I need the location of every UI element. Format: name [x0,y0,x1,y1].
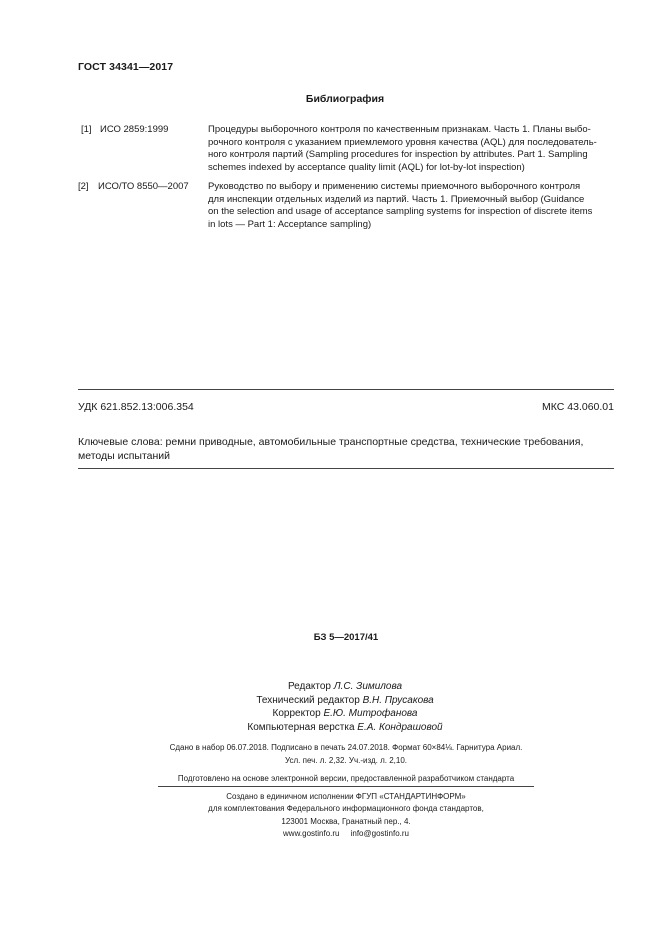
bib-entry-2-code: ИСО/ТО 8550—2007 [98,181,189,192]
bib-entry-2-number: [2] [78,181,89,192]
udk-code: УДК 621.852.13:006.354 [78,401,194,413]
bib-entry-2-line: Руководство по выбору и применению системы приемочного выборочного контроля [208,181,581,192]
keywords-line: Ключевые слова: ремни приводные, автомобильные транспортные средства, технические требования, [78,436,584,448]
staff-list [190,680,500,734]
imprint-address: 123001 Москва, Гранатный пер., 4. [281,817,411,826]
divider-bottom [78,468,614,469]
keywords-line: методы испытаний [78,449,171,462]
bib-entry-2-line: on the selection and usage of acceptance sampling systems for inspection of discrete items [208,206,593,218]
imprint-line-2: Усл. печ. л. 2,32. Уч.-изд. л. 2,10. [284,756,408,765]
imprint-prepared: Подготовлено на основе электронной версии, предоставленной разработчиком стандарта [177,774,515,783]
bibliography-title: Библиография [305,93,385,105]
bib-entry-1-line: рочного контроля с указанием приемлемого уровня качества (AQL) для последователь- [208,136,597,148]
mks-code: МКС 43.060.01 [542,401,614,413]
bib-entry-2-line: для инспекции отдельных изделий из партий. Часть 1. Приемочный выбор (Guidance [208,193,585,205]
staff-proofreader [190,707,500,721]
divider-top [78,389,614,390]
staff-name: Л.С. Зимилова [333,681,403,692]
staff-name: В.Н. Прусакова [362,694,434,706]
imprint-created-2: для комплектования Федерального информационного фонда стандартов, [208,804,484,813]
bib-entry-1-code: ИСО 2859:1999 [100,124,169,135]
bib-entry-1-line: Процедуры выборочного контроля по качественным признакам. Часть 1. Планы выбо- [208,124,591,135]
email-link[interactable]: info@gostinfo.ru [350,829,409,838]
bib-entry-2-line: in lots — Part 1: Acceptance sampling) [208,218,372,230]
bib-entry-2-text [208,181,614,231]
bib-entry-1-number: [1] [81,124,92,135]
bib-entry-1-line: schemes indexed by acceptance quality limit (AQL) for lot-by-lot inspection) [208,161,525,173]
staff-role: Технический редактор [256,694,360,706]
staff-name: Е.А. Кондрашовой [357,721,443,733]
keywords [78,436,614,463]
website-link[interactable]: www.gostinfo.ru [283,829,340,838]
staff-name: Е.Ю. Митрофанова [323,708,418,719]
bib-entry-1-text [208,124,614,174]
imprint-line-1: Сдано в набор 06.07.2018. Подписано в печать 24.07.2018. Формат 60×84⅛. Гарнитура Ариал. [169,743,523,752]
imprint-contacts [78,829,614,838]
bz-number: БЗ 5—2017/41 [313,632,379,643]
staff-role: Редактор [287,681,331,692]
staff-layout [190,721,500,735]
imprint-created-1: Создано в единичном исполнении ФГУП «СТАНДАРТИНФОРМ» [226,792,466,801]
divider-imprint [158,786,534,787]
staff-role: Корректор [272,708,321,719]
document-code-header: ГОСТ 34341—2017 [78,61,174,73]
bib-entry-1-line: ного контроля партий (Sampling procedures for inspection by attributes. Part 1. Sampling [208,149,588,161]
staff-role: Компьютерная верстка [247,721,355,733]
staff-editor [190,680,500,694]
staff-tech-editor [190,694,500,708]
